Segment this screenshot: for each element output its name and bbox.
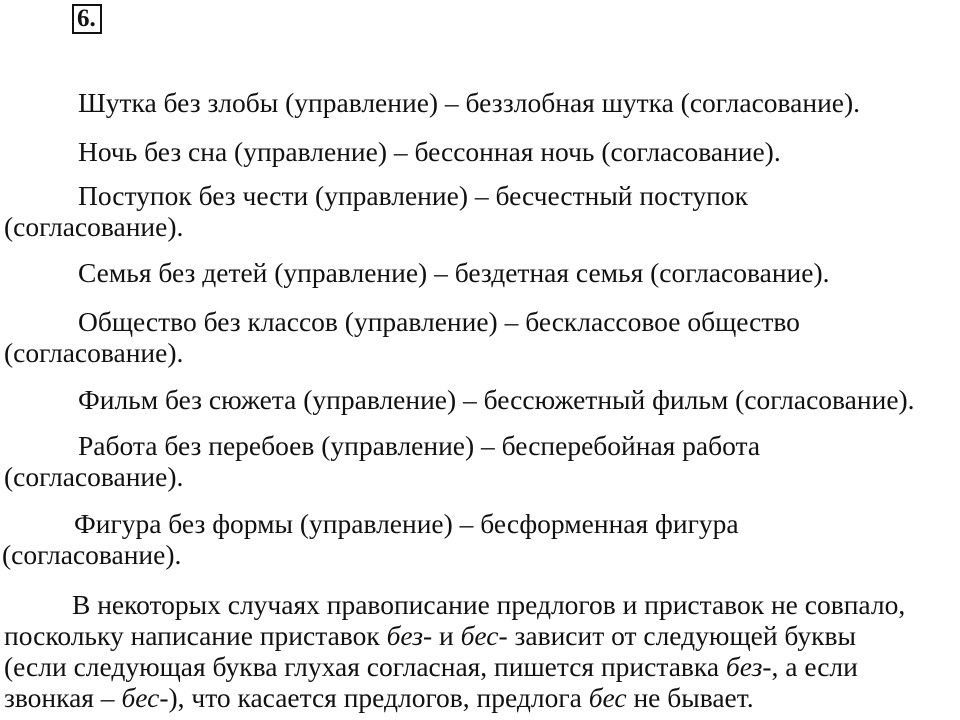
example-6	[4, 384, 958, 415]
example-8-line-2: (согласование).	[2, 539, 182, 570]
example-6-line-1: Фильм без сюжета (управление) – бессюжетный фильм (согласование).	[78, 384, 915, 415]
prefix-bez: без	[386, 620, 423, 651]
example-5	[4, 306, 958, 368]
example-5-line-2: (согласование).	[4, 337, 184, 368]
example-3-line-2: (согласование).	[4, 211, 184, 242]
conclusion-text: (если следующая буква глухая согласная, пишется приставка	[4, 651, 726, 682]
example-7-line-2: (согласование).	[4, 461, 184, 492]
example-7-line-1: Работа без перебоев (управление) – бесперебойная работа	[78, 430, 761, 461]
example-3	[4, 180, 958, 242]
prefix-bes: бес	[460, 620, 499, 651]
example-3-line-1: Поступок без чести (управление) – бесчестный поступок	[78, 180, 748, 211]
conclusion-text: поскольку написание приставок	[4, 620, 387, 651]
conclusion-text: не бывает.	[626, 682, 754, 713]
example-7	[4, 430, 958, 492]
conclusion-line-3	[4, 651, 958, 682]
conclusion-line-4	[4, 682, 958, 713]
conclusion-text: звонкая –	[4, 682, 122, 713]
example-8-line-1: Фигура без формы (управление) – бесформенная фигура	[74, 508, 739, 539]
conclusion-text: -, а если	[762, 651, 858, 682]
example-4	[4, 257, 958, 288]
example-8	[2, 508, 956, 570]
conclusion-text: -), что касается предлогов, предлога	[159, 682, 589, 713]
prefix-bez: без	[725, 651, 763, 682]
example-4-line-1: Семья без детей (управление) – бездетная семья (согласование).	[78, 257, 830, 288]
task-number-box: 6.	[72, 4, 102, 34]
conclusion-text: - и	[422, 620, 461, 651]
example-5-line-1: Общество без классов (управление) – бесклассовое общество	[78, 306, 800, 337]
example-1	[4, 87, 958, 118]
preposition-bes: бес	[588, 682, 627, 713]
conclusion-paragraph	[4, 589, 958, 713]
conclusion-line-1: В некоторых случаях правописание предлогов и приставок не совпало,	[72, 589, 906, 620]
conclusion-text: - зависит от следующей буквы	[498, 620, 856, 651]
prefix-bes: бес	[121, 682, 160, 713]
example-1-line-1: Шутка без злобы (управление) – беззлобная шутка (согласование).	[78, 87, 861, 118]
conclusion-line-2	[4, 620, 958, 651]
example-2	[4, 136, 958, 167]
example-2-line-1: Ночь без сна (управление) – бессонная ночь (согласование).	[78, 136, 781, 167]
